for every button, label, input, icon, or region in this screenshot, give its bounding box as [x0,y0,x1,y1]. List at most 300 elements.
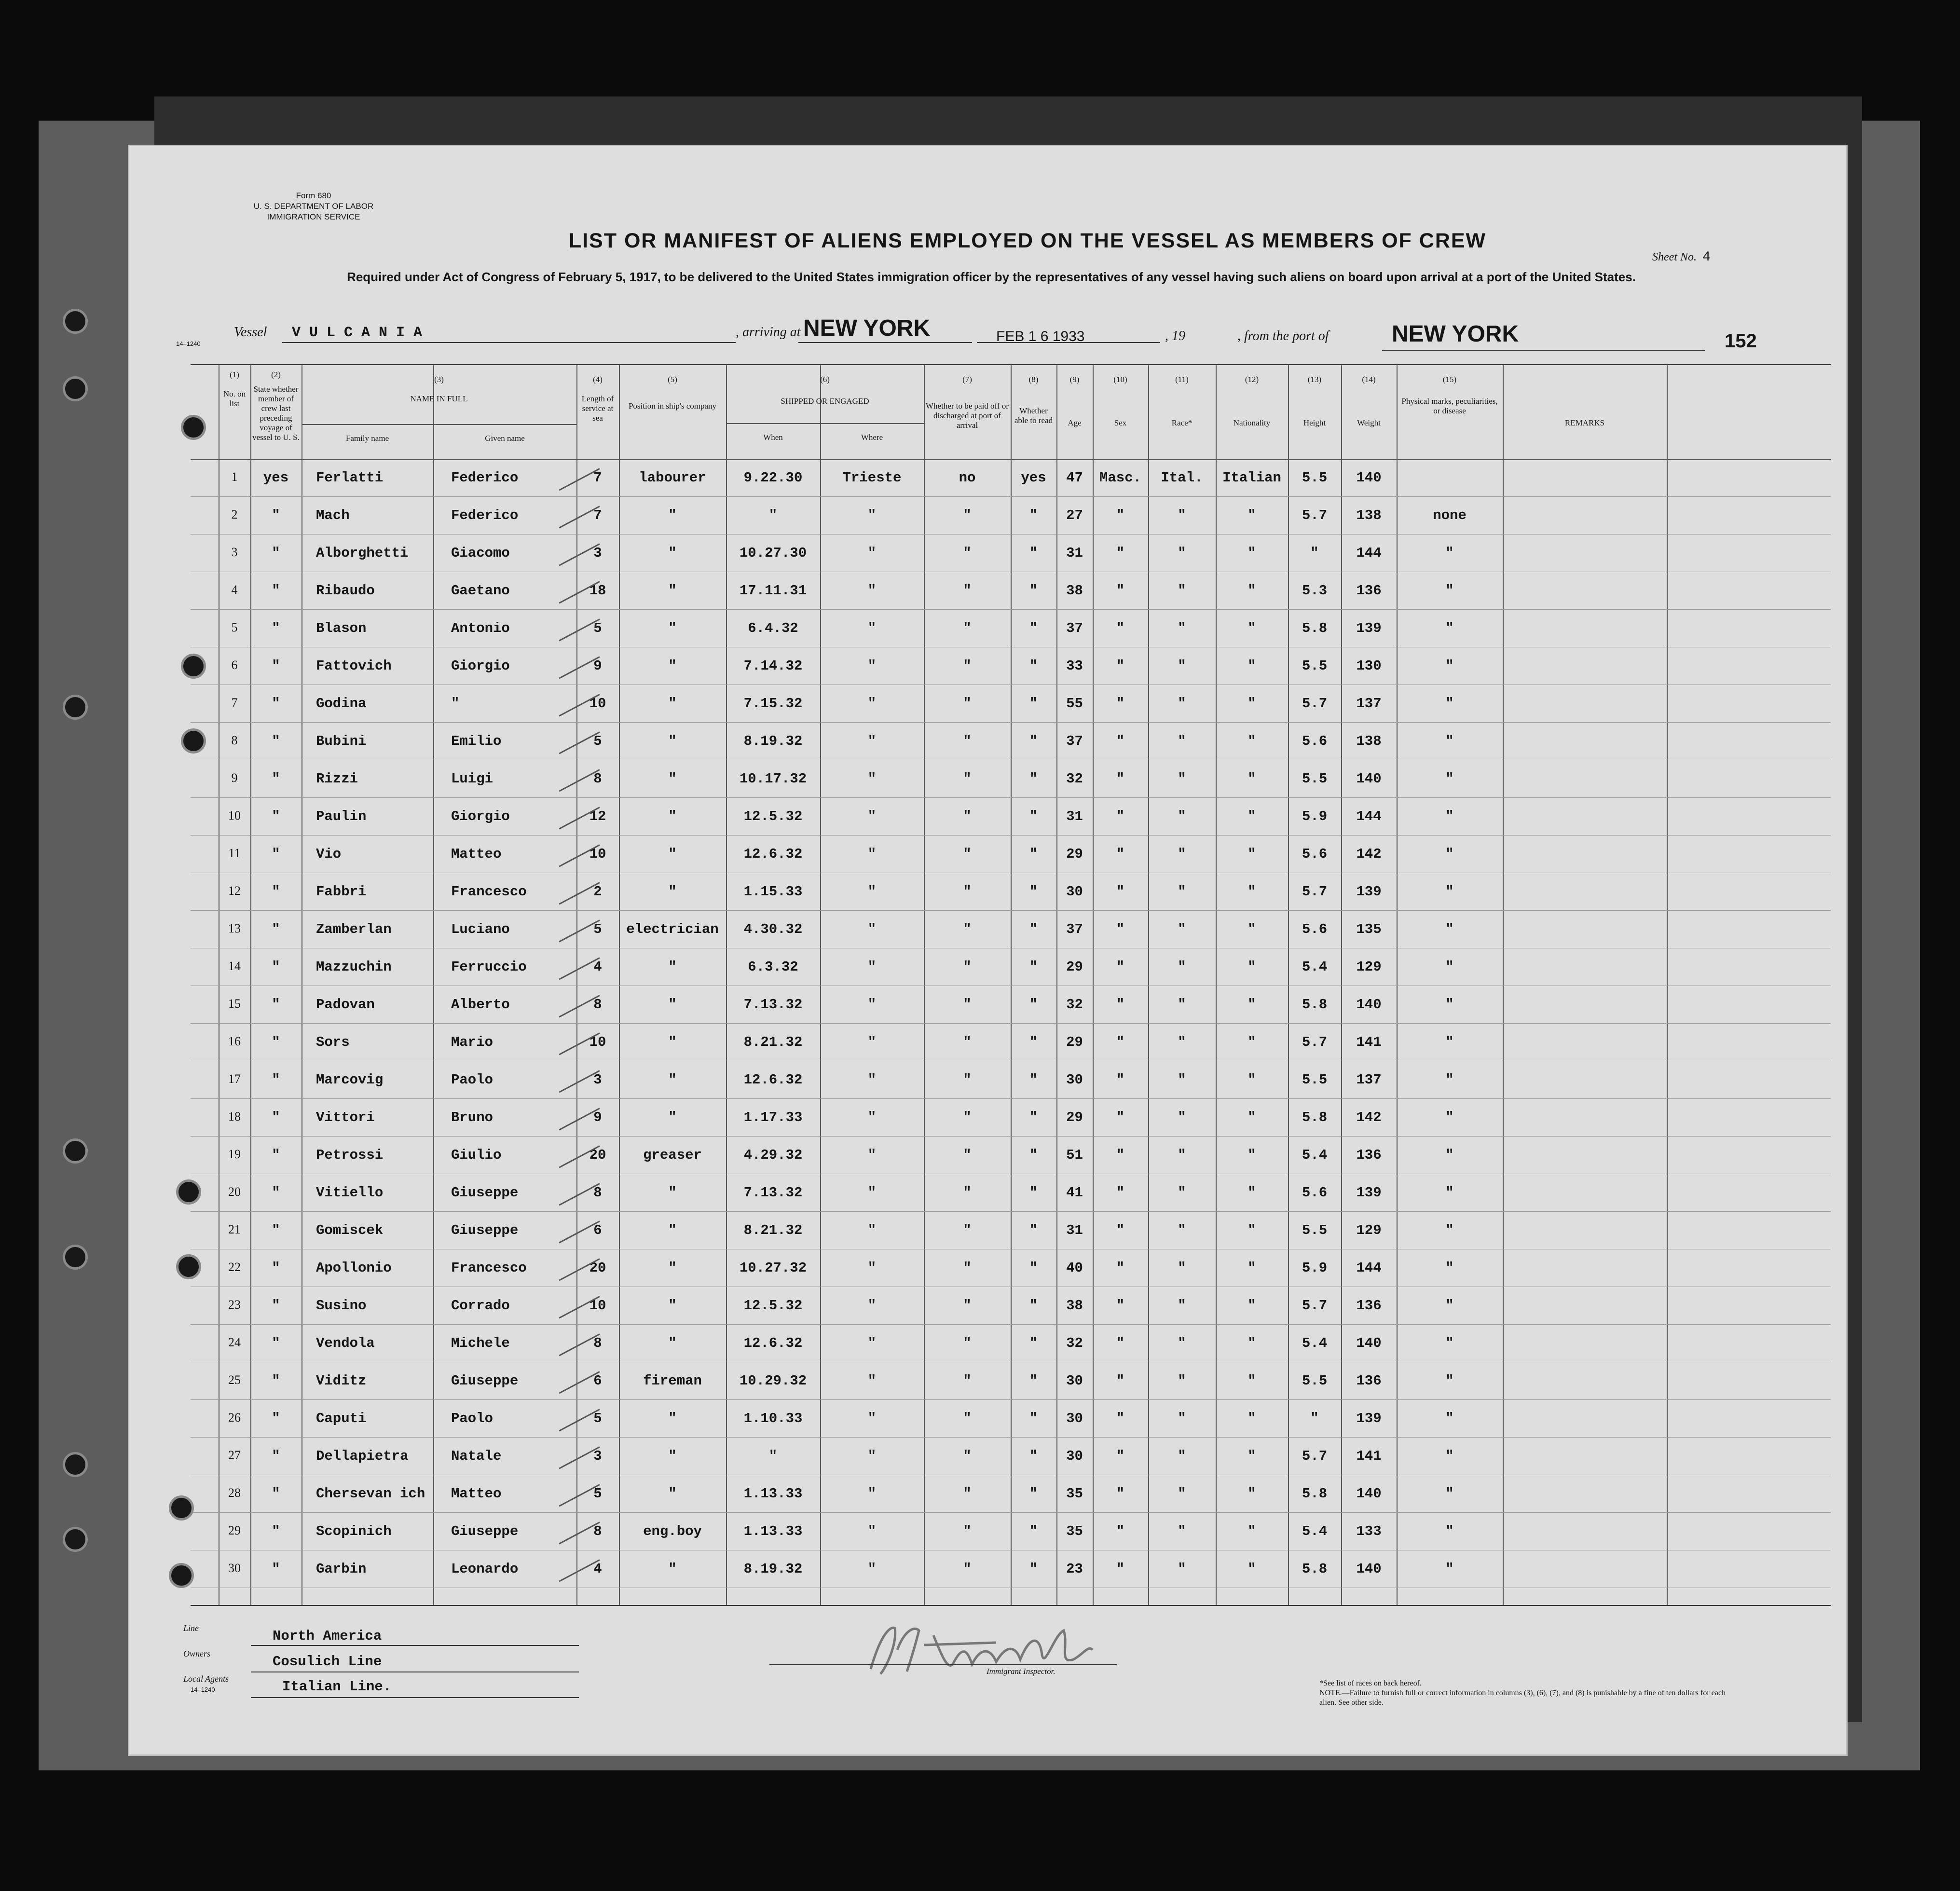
position-cell: " [668,1561,677,1577]
shipped-where-cell: " [867,1185,877,1201]
physical-marks-cell: " [1445,1561,1454,1577]
nationality-cell: Italian [1222,470,1281,486]
row-number-cell: 22 [228,1260,241,1274]
height-cell: 5.9 [1302,808,1328,824]
table-row [191,572,1831,610]
from-port: NEW YORK [1392,321,1519,347]
physical-marks-cell: " [1445,1185,1454,1201]
age-cell: 30 [1066,1373,1083,1389]
age-cell: 30 [1066,1072,1083,1088]
given-name-cell: Paolo [451,1072,493,1088]
length-of-service-cell: 9 [593,1110,602,1125]
race-cell: " [1178,1486,1186,1502]
height-cell: 5.7 [1302,884,1328,900]
position-cell: fireman [643,1373,702,1389]
table-row [191,1137,1831,1174]
manifest-page [128,145,1848,1756]
paid-off-cell: " [963,545,972,561]
binder-hole [169,1495,194,1521]
previous-voyage-cell: " [272,846,280,862]
paid-off-cell: " [963,620,972,636]
family-name-cell: Vittori [316,1110,375,1125]
length-of-service-cell: 10 [589,846,606,862]
family-name-cell: Viditz [316,1373,367,1389]
binder-hole [181,728,206,754]
row-number-cell: 21 [228,1222,241,1236]
page-number: 152 [1725,330,1757,352]
family-name-cell: Fattovich [316,658,392,674]
row-number-cell: 13 [228,921,241,935]
age-cell: 37 [1066,921,1083,937]
previous-voyage-cell: " [272,959,280,975]
given-name-cell: Giulio [451,1147,502,1163]
shipped-when-cell: " [768,507,778,523]
col-1-number: (1) [230,370,239,379]
sex-cell: " [1116,1260,1125,1276]
sex-cell: " [1116,507,1125,523]
height-cell: " [1310,1411,1319,1426]
col-13-number: (13) [1307,375,1322,384]
row-number-cell: 18 [228,1110,241,1124]
sex-cell: Masc. [1099,470,1141,486]
previous-voyage-cell: " [272,808,280,824]
weight-cell: 141 [1356,1448,1382,1464]
table-row [191,1099,1831,1137]
height-cell: 5.5 [1302,658,1328,674]
weight-cell: 139 [1356,620,1382,636]
paid-off-cell: " [963,959,972,975]
physical-marks-cell: " [1445,1072,1454,1088]
length-of-service-cell: 5 [593,1411,602,1426]
row-number-cell: 17 [228,1072,241,1086]
able-to-read-cell: " [1029,1147,1038,1163]
race-cell: " [1178,771,1186,787]
physical-marks-cell: " [1445,1335,1454,1351]
col-12-header: Nationality [1233,418,1271,427]
family-name-cell: Godina [316,696,367,712]
shipped-where-cell: " [867,846,877,862]
shipped-where-cell: " [867,1523,877,1539]
age-cell: 51 [1066,1147,1083,1163]
shipped-when-cell: 8.21.32 [743,1222,803,1238]
col-6-number: (6) [820,375,830,384]
able-to-read-cell: " [1029,1373,1038,1389]
height-cell: 5.4 [1302,959,1328,975]
table-row [191,1249,1831,1287]
shipped-where-cell: " [867,921,877,937]
given-name-cell: Giuseppe [451,1222,519,1238]
table-row [191,1174,1831,1212]
inspector-label: Immigrant Inspector. [987,1667,1055,1676]
given-name-cell: Matteo [451,846,502,862]
shipped-where-cell: " [867,1147,877,1163]
nationality-cell: " [1247,1222,1256,1238]
col-9-header: Age [1068,418,1082,427]
length-of-service-cell: 7 [593,507,602,523]
weight-cell: 129 [1356,959,1382,975]
sex-cell: " [1116,1072,1125,1088]
race-cell: " [1178,507,1186,523]
physical-marks-cell: " [1445,733,1454,749]
sex-cell: " [1116,583,1125,599]
length-of-service-cell: 3 [593,545,602,561]
age-cell: 32 [1066,1335,1083,1351]
length-of-service-cell: 8 [593,1523,602,1539]
family-name-cell: Vitiello [316,1185,384,1201]
length-of-service-cell: 5 [593,1486,602,1502]
length-of-service-cell: 12 [589,808,606,824]
binder-hole [63,1245,88,1270]
sex-cell: " [1116,921,1125,937]
race-cell: " [1178,1335,1186,1351]
age-cell: 29 [1066,1110,1083,1125]
weight-cell: 133 [1356,1523,1382,1539]
race-cell: " [1178,808,1186,824]
weight-cell: 142 [1356,846,1382,862]
previous-voyage-cell: " [272,1523,280,1539]
previous-voyage-cell: " [272,1561,280,1577]
sex-cell: " [1116,1222,1125,1238]
weight-cell: 139 [1356,884,1382,900]
row-number-cell: 19 [228,1147,241,1161]
sex-cell: " [1116,846,1125,862]
able-to-read-cell: " [1029,1072,1038,1088]
family-name-cell: Sors [316,1034,350,1050]
able-to-read-cell: " [1029,1411,1038,1426]
physical-marks-cell: " [1445,658,1454,674]
given-name-cell: Corrado [451,1298,510,1314]
previous-voyage-cell: " [272,583,280,599]
agents-value: Italian Line. [282,1679,392,1695]
shipped-when-cell: 4.30.32 [743,921,803,937]
line-value: North America [273,1628,382,1644]
age-cell: 41 [1066,1185,1083,1201]
table-row [191,760,1831,798]
shipped-where-cell: " [867,884,877,900]
row-number-cell: 24 [228,1335,241,1349]
table-row [191,647,1831,685]
given-name-cell: " [451,696,460,712]
row-number-cell: 25 [228,1373,241,1387]
age-cell: 27 [1066,507,1083,523]
position-cell: " [668,1222,677,1238]
given-name-cell: Emilio [451,733,502,749]
paid-off-cell: " [963,696,972,712]
sex-cell: " [1116,884,1125,900]
height-cell: 5.7 [1302,696,1328,712]
given-name-cell: Gaetano [451,583,510,599]
paid-off-cell: " [963,1486,972,1502]
family-name-cell: Scopinich [316,1523,392,1539]
length-of-service-cell: 20 [589,1147,606,1163]
row-number-cell: 3 [231,545,238,559]
when-header: When [763,433,783,442]
agents-label: Local Agents [183,1674,229,1684]
physical-marks-cell: " [1445,1373,1454,1389]
shipped-where-cell: " [867,959,877,975]
weight-cell: 140 [1356,470,1382,486]
row-number-cell: 15 [228,997,241,1011]
table-row [191,1024,1831,1061]
previous-voyage-cell: " [272,1411,280,1426]
previous-voyage-cell: " [272,658,280,674]
shipped-when-cell: 1.15.33 [743,884,803,900]
form-code: 14–1240 [176,340,201,347]
year-label: , 19 [1165,329,1185,343]
binder-hole [176,1254,201,1279]
paid-off-cell: " [963,771,972,787]
physical-marks-cell: " [1445,771,1454,787]
col-6-header: SHIPPED OR ENGAGED [781,397,869,406]
length-of-service-cell: 8 [593,997,602,1013]
paid-off-cell: " [963,1185,972,1201]
race-cell: Ital. [1161,470,1203,486]
shipped-where-cell: " [867,583,877,599]
sex-cell: " [1116,1373,1125,1389]
able-to-read-cell: " [1029,545,1038,561]
position-cell: " [668,696,677,712]
binder-hole [63,309,88,334]
position-cell: labourer [639,470,706,486]
weight-cell: 142 [1356,1110,1382,1125]
table-row [191,610,1831,647]
position-cell: " [668,620,677,636]
owners-value: Cosulich Line [273,1654,382,1670]
nationality-cell: " [1247,620,1256,636]
shipped-when-cell: 4.29.32 [743,1147,803,1163]
previous-voyage-cell: " [272,696,280,712]
table-row [191,1212,1831,1249]
shipped-when-cell: 12.5.32 [743,808,803,824]
nationality-cell: " [1247,846,1256,862]
page-subtitle: Required under Act of Congress of February 5, 1917, to be delivered to the United States immigration officer by the representatives of any vessel having such aliens on board upon arrival at a port of the United States. [347,270,1636,284]
previous-voyage-cell: " [272,921,280,937]
given-name-cell: Giacomo [451,545,510,561]
weight-cell: 130 [1356,658,1382,674]
shipped-when-cell: 10.17.32 [739,771,807,787]
col-9-number: (9) [1069,375,1080,384]
nationality-cell: " [1247,658,1256,674]
col-10-number: (10) [1113,375,1127,384]
col-2-header: State whether member of crew last preceding voyage of vessel to U. S. [252,384,300,442]
weight-cell: 129 [1356,1222,1382,1238]
age-cell: 40 [1066,1260,1083,1276]
nationality-cell: " [1247,1448,1256,1464]
paid-off-cell: " [963,1260,972,1276]
physical-marks-cell: " [1445,1034,1454,1050]
sex-cell: " [1116,1561,1125,1577]
weight-cell: 140 [1356,997,1382,1013]
binder-hole [63,1138,88,1164]
physical-marks-cell: " [1445,1448,1454,1464]
race-cell: " [1178,1523,1186,1539]
row-number-cell: 7 [231,696,238,710]
given-name-cell: Francesco [451,884,527,900]
paid-off-cell: " [963,658,972,674]
length-of-service-cell: 8 [593,1185,602,1201]
age-cell: 29 [1066,1034,1083,1050]
shipped-when-cell: 1.10.33 [743,1411,803,1426]
shipped-where-cell: " [867,733,877,749]
shipped-where-cell: " [867,771,877,787]
race-cell: " [1178,1411,1186,1426]
family-name-cell: Vio [316,846,342,862]
col-5-header: Position in ship's company [628,401,717,411]
family-name-cell: Marcovig [316,1072,384,1088]
family-name-cell: Ferlatti [316,470,384,486]
binder-hole [169,1563,194,1588]
sex-cell: " [1116,1034,1125,1050]
position-cell: " [668,884,677,900]
previous-voyage-cell: " [272,1335,280,1351]
paid-off-cell: " [963,997,972,1013]
shipped-where-cell: " [867,808,877,824]
sheet-number [1652,250,1711,265]
age-cell: 30 [1066,1448,1083,1464]
given-name-cell: Natale [451,1448,502,1464]
previous-voyage-cell: " [272,1260,280,1276]
previous-voyage-cell: " [272,1298,280,1314]
previous-voyage-cell: " [272,1448,280,1464]
shipped-when-cell: 1.17.33 [743,1110,803,1125]
col-14-number: (14) [1362,375,1376,384]
able-to-read-cell: " [1029,1561,1038,1577]
nationality-cell: " [1247,808,1256,824]
shipped-when-cell: 10.27.32 [739,1260,807,1276]
age-cell: 38 [1066,1298,1083,1314]
family-name-cell: Apollonio [316,1260,392,1276]
height-cell: 5.6 [1302,1185,1328,1201]
able-to-read-cell: " [1029,1523,1038,1539]
length-of-service-cell: 8 [593,771,602,787]
family-name-cell: Susino [316,1298,367,1314]
binder-hole [176,1179,201,1205]
position-cell: " [668,658,677,674]
row-number-cell: 9 [231,771,238,785]
table-row [191,459,1831,497]
position-cell: " [668,1448,677,1464]
able-to-read-cell: " [1029,733,1038,749]
vessel-name: V U L C A N I A [292,325,423,341]
row-number-cell: 8 [231,733,238,747]
table-row [191,1362,1831,1400]
shipped-when-cell: 8.19.32 [743,733,803,749]
table-row [191,1400,1831,1438]
given-name-header: Given name [485,434,525,443]
paid-off-cell: " [963,733,972,749]
able-to-read-cell: " [1029,507,1038,523]
position-cell: " [668,583,677,599]
height-cell: 5.7 [1302,1298,1328,1314]
sex-cell: " [1116,620,1125,636]
paid-off-cell: " [963,1411,972,1426]
arriving-label: , arriving at [736,325,801,340]
physical-marks-cell: none [1433,507,1467,523]
nationality-cell: " [1247,997,1256,1013]
length-of-service-cell: 7 [593,470,602,486]
given-name-cell: Giorgio [451,808,510,824]
weight-cell: 139 [1356,1185,1382,1201]
family-name-cell: Blason [316,620,367,636]
shipped-where-cell: " [867,1260,877,1276]
weight-cell: 144 [1356,1260,1382,1276]
sex-cell: " [1116,997,1125,1013]
table-row [191,836,1831,873]
col-12-number: (12) [1245,375,1259,384]
nationality-cell: " [1247,1110,1256,1125]
given-name-cell: Antonio [451,620,510,636]
age-cell: 38 [1066,583,1083,599]
table-row [191,1061,1831,1099]
length-of-service-cell: 8 [593,1335,602,1351]
position-cell: " [668,1298,677,1314]
sex-cell: " [1116,1298,1125,1314]
weight-cell: 136 [1356,1147,1382,1163]
col-7-number: (7) [962,375,972,384]
table-row [191,1475,1831,1513]
length-of-service-cell: 3 [593,1072,602,1088]
given-name-cell: Giorgio [451,658,510,674]
nationality-cell: " [1247,1147,1256,1163]
row-number-cell: 28 [228,1486,241,1500]
physical-marks-cell: " [1445,1298,1454,1314]
physical-marks-cell: " [1445,1411,1454,1426]
given-name-cell: Paolo [451,1411,493,1426]
weight-cell: 137 [1356,1072,1382,1088]
race-cell: " [1178,583,1186,599]
date-stamp: FEB 1 6 1933 [996,329,1085,344]
weight-cell: 138 [1356,733,1382,749]
race-cell: " [1178,997,1186,1013]
nationality-cell: " [1247,959,1256,975]
family-name-cell: Zamberlan [316,921,392,937]
previous-voyage-cell: " [272,884,280,900]
age-cell: 32 [1066,771,1083,787]
table-row [191,911,1831,948]
length-of-service-cell: 6 [593,1222,602,1238]
family-name-cell: Petrossi [316,1147,384,1163]
shipped-where-cell: " [867,1486,877,1502]
physical-marks-cell: " [1445,1222,1454,1238]
height-cell: 5.8 [1302,997,1328,1013]
length-of-service-cell: 3 [593,1448,602,1464]
sex-cell: " [1116,1523,1125,1539]
weight-cell: 138 [1356,507,1382,523]
previous-voyage-cell: " [272,620,280,636]
paid-off-cell: " [963,1335,972,1351]
able-to-read-cell: " [1029,1486,1038,1502]
table-row [191,723,1831,760]
row-number-cell: 27 [228,1448,241,1462]
col-4-header: Length of service at sea [581,394,614,423]
col-11-number: (11) [1175,375,1189,384]
height-cell: 5.3 [1302,583,1328,599]
able-to-read-cell: " [1029,583,1038,599]
weight-cell: 137 [1356,696,1382,712]
able-to-read-cell: " [1029,921,1038,937]
col-10-header: Sex [1114,418,1127,427]
given-name-cell: Giuseppe [451,1185,519,1201]
paid-off-cell: " [963,1523,972,1539]
paid-off-cell: " [963,1110,972,1125]
position-cell: " [668,1260,677,1276]
where-header: Where [861,433,883,442]
sex-cell: " [1116,1448,1125,1464]
race-cell: " [1178,921,1186,937]
shipped-when-cell: 12.6.32 [743,1335,803,1351]
shipped-when-cell: 17.11.31 [739,583,807,599]
age-cell: 55 [1066,696,1083,712]
